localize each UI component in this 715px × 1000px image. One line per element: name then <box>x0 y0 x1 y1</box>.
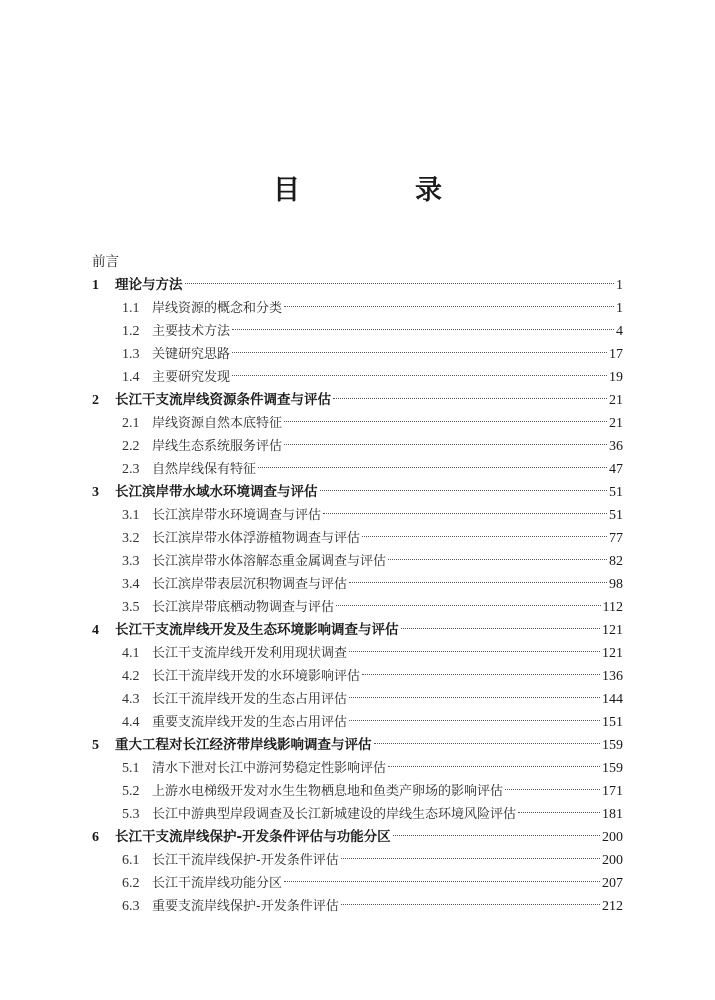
toc-section-entry[interactable] <box>92 688 623 711</box>
dot-leader <box>284 443 607 445</box>
toc-section-entry[interactable] <box>92 458 623 481</box>
page-number: 207 <box>602 876 623 891</box>
section-number: 4.1 <box>122 646 140 661</box>
chapter-number: 3 <box>92 485 99 500</box>
page-number: 98 <box>609 577 623 592</box>
section-title: 岸线生态系统服务评估 <box>152 439 283 454</box>
section-number: 6.1 <box>122 853 140 868</box>
page-number: 159 <box>602 738 623 753</box>
page-number: 112 <box>602 600 623 615</box>
chapter-title: 长江干支流岸线资源条件调查与评估 <box>115 392 331 408</box>
toc-chapter-entry[interactable] <box>92 619 623 642</box>
page-number: 121 <box>602 646 623 661</box>
dot-leader <box>320 489 608 491</box>
toc-section-entry[interactable] <box>92 642 623 665</box>
dot-leader <box>232 374 607 376</box>
section-number: 3.3 <box>122 554 140 569</box>
page-number: 1 <box>616 301 623 316</box>
chapter-title: 理论与方法 <box>115 277 183 293</box>
page-number: 212 <box>602 899 623 914</box>
chapter-number: 5 <box>92 738 99 753</box>
section-number: 6.2 <box>122 876 140 891</box>
section-title: 长江干流岸线开发的水环境影响评估 <box>152 669 361 684</box>
page-number: 171 <box>602 784 623 799</box>
toc-section-entry[interactable] <box>92 366 623 389</box>
page-number: 47 <box>609 462 623 477</box>
chapter-number: 6 <box>92 830 99 845</box>
dot-leader <box>349 581 607 583</box>
page-number: 17 <box>609 347 623 362</box>
dot-leader <box>185 282 615 284</box>
section-title: 长江滨岸带水体浮游植物调查与评估 <box>152 531 361 546</box>
section-title: 关键研究思路 <box>152 347 231 362</box>
section-number: 3.1 <box>122 508 140 523</box>
section-number: 6.3 <box>122 899 140 914</box>
page-number: 181 <box>602 807 623 822</box>
page-number: 51 <box>609 485 623 500</box>
toc-section-entry[interactable] <box>92 320 623 343</box>
page-number: 77 <box>609 531 623 546</box>
section-number: 4.3 <box>122 692 140 707</box>
toc-section-entry[interactable] <box>92 757 623 780</box>
toc-section-entry[interactable] <box>92 596 623 619</box>
dot-leader <box>284 420 607 422</box>
section-title: 长江滨岸带底栖动物调查与评估 <box>152 600 335 615</box>
page-number: 200 <box>602 830 623 845</box>
toc-preface[interactable]: 前言 <box>92 254 119 270</box>
toc-section-entry[interactable] <box>92 872 623 895</box>
section-title: 岸线资源自然本底特征 <box>152 416 283 431</box>
dot-leader <box>341 857 600 859</box>
chapter-number: 4 <box>92 623 99 638</box>
dot-leader <box>362 535 607 537</box>
toc-section-entry[interactable] <box>92 435 623 458</box>
section-title: 重要支流岸线开发的生态占用评估 <box>152 715 348 730</box>
section-number: 2.2 <box>122 439 140 454</box>
page-number: 144 <box>602 692 623 707</box>
dot-leader <box>388 558 607 560</box>
dot-leader <box>333 397 607 399</box>
dot-leader <box>232 351 607 353</box>
toc-section-entry[interactable] <box>92 412 623 435</box>
dot-leader <box>341 903 600 905</box>
dot-leader <box>401 627 601 629</box>
toc-chapter-entry[interactable] <box>92 389 623 412</box>
page-number: 36 <box>609 439 623 454</box>
section-number: 2.3 <box>122 462 140 477</box>
section-number: 5.2 <box>122 784 140 799</box>
page-number: 159 <box>602 761 623 776</box>
table-of-contents <box>92 251 623 918</box>
dot-leader <box>349 650 600 652</box>
chapter-title: 长江干支流岸线保护-开发条件评估与功能分区 <box>115 829 391 845</box>
section-title: 长江滨岸带表层沉积物调查与评估 <box>152 577 348 592</box>
dot-leader <box>349 719 600 721</box>
section-number: 2.1 <box>122 416 140 431</box>
section-number: 3.5 <box>122 600 140 615</box>
chapter-title: 重大工程对长江经济带岸线影响调查与评估 <box>115 737 372 753</box>
page-number: 21 <box>609 416 623 431</box>
section-title: 长江中游典型岸段调查及长江新城建设的岸线生态环境风险评估 <box>152 807 517 822</box>
toc-section-entry[interactable] <box>92 343 623 366</box>
dot-leader <box>393 834 600 836</box>
section-title: 主要研究发现 <box>152 370 231 385</box>
dot-leader <box>284 880 600 882</box>
chapter-number: 2 <box>92 393 99 408</box>
chapter-number: 1 <box>92 278 99 293</box>
section-title: 长江滨岸带水环境调查与评估 <box>152 508 322 523</box>
page-number: 4 <box>616 324 623 339</box>
page-title: 目 录 <box>273 175 486 206</box>
page-number: 200 <box>602 853 623 868</box>
section-title: 岸线资源的概念和分类 <box>152 301 283 316</box>
toc-section-entry[interactable] <box>92 849 623 872</box>
section-number: 1.3 <box>122 347 140 362</box>
section-title: 长江干支流岸线开发利用现状调查 <box>152 646 348 661</box>
chapter-title: 长江滨岸带水域水环境调查与评估 <box>115 484 318 500</box>
page-number: 51 <box>609 508 623 523</box>
dot-leader <box>258 466 607 468</box>
page-number: 82 <box>609 554 623 569</box>
dot-leader <box>388 765 600 767</box>
dot-leader <box>323 512 607 514</box>
toc-section-entry[interactable] <box>92 665 623 688</box>
section-number: 3.2 <box>122 531 140 546</box>
section-number: 1.2 <box>122 324 140 339</box>
dot-leader <box>349 696 600 698</box>
toc-section-entry[interactable] <box>92 550 623 573</box>
section-number: 1.4 <box>122 370 140 385</box>
dot-leader <box>518 811 600 813</box>
page-number: 151 <box>602 715 623 730</box>
section-number: 4.4 <box>122 715 140 730</box>
section-title: 长江干流岸线保护-开发条件评估 <box>152 853 339 868</box>
toc-section-entry[interactable] <box>92 297 623 320</box>
toc-section-entry[interactable] <box>92 780 623 803</box>
toc-chapter-entry[interactable] <box>92 481 623 504</box>
toc-chapter-entry[interactable] <box>92 734 623 757</box>
dot-leader <box>232 328 614 330</box>
section-title: 长江干流岸线开发的生态占用评估 <box>152 692 348 707</box>
dot-leader <box>505 788 600 790</box>
page-number: 121 <box>602 623 623 638</box>
dot-leader <box>362 673 600 675</box>
dot-leader <box>284 305 614 307</box>
page-number: 21 <box>609 393 623 408</box>
page-number: 19 <box>609 370 623 385</box>
toc-section-entry[interactable] <box>92 527 623 550</box>
toc-section-entry[interactable] <box>92 711 623 734</box>
section-number: 5.1 <box>122 761 140 776</box>
section-title: 主要技术方法 <box>152 324 231 339</box>
section-number: 3.4 <box>122 577 140 592</box>
dot-leader <box>374 742 601 744</box>
page-number: 136 <box>602 669 623 684</box>
page-number: 1 <box>616 278 623 293</box>
dot-leader <box>336 604 601 606</box>
section-title: 自然岸线保有特征 <box>152 462 257 477</box>
toc-section-entry[interactable] <box>92 803 623 826</box>
toc-section-entry[interactable] <box>92 573 623 596</box>
toc-chapter-entry[interactable] <box>92 826 623 849</box>
section-number: 4.2 <box>122 669 140 684</box>
toc-chapter-entry[interactable] <box>92 274 623 297</box>
section-title: 长江滨岸带水体溶解态重金属调查与评估 <box>152 554 387 569</box>
section-title: 重要支流岸线保护-开发条件评估 <box>152 899 339 914</box>
toc-section-entry[interactable] <box>92 895 623 918</box>
toc-entries <box>92 274 623 918</box>
section-title: 清水下泄对长江中游河势稳定性影响评估 <box>152 761 387 776</box>
section-title: 上游水电梯级开发对水生生物栖息地和鱼类产卵场的影响评估 <box>152 784 504 799</box>
chapter-title: 长江干支流岸线开发及生态环境影响调查与评估 <box>115 622 399 638</box>
section-number: 1.1 <box>122 301 140 316</box>
section-number: 5.3 <box>122 807 140 822</box>
section-title: 长江干流岸线功能分区 <box>152 876 283 891</box>
toc-section-entry[interactable] <box>92 504 623 527</box>
